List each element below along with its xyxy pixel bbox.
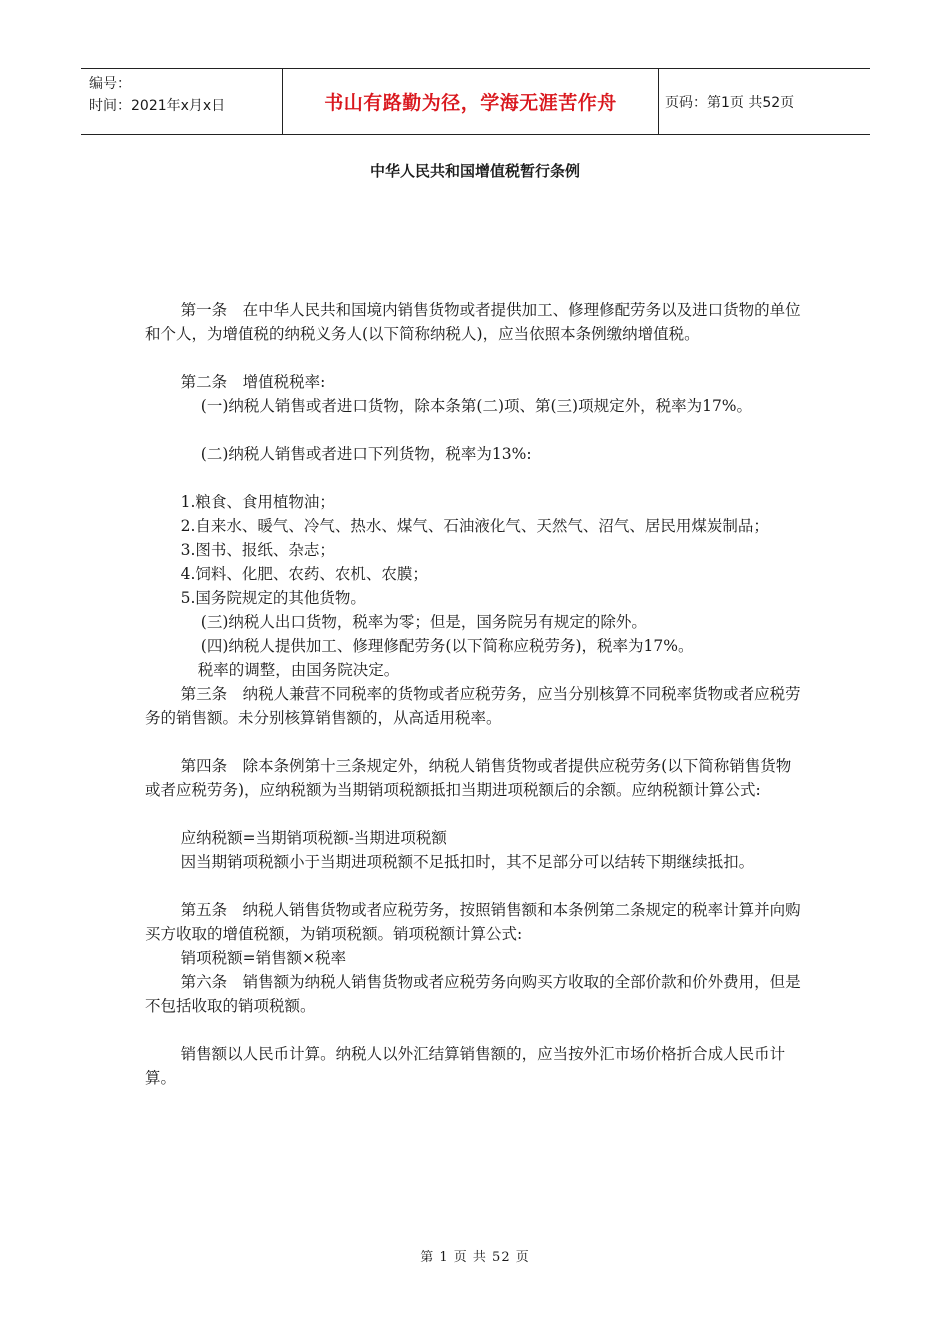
header-meta-cell <box>81 69 283 134</box>
document-title: 中华人民共和国增值税暂行条例 <box>369 162 580 180</box>
article-5: 第五条 纳税人销售货物或者应税劳务，按照销售额和本条例第二条规定的税率计算并向购买方收取的增值税额，为销项税额。销项税额计算公式: <box>145 901 801 943</box>
article-6-currency: 销售额以人民币计算。纳税人以外汇结算销售额的，应当按外汇市场价格折合成人民币计算。 <box>145 1045 786 1087</box>
article-2: 第二条 增值税税率: <box>180 373 326 391</box>
motto-text: 书山有路勤为径，学海无涯苦作舟 <box>324 92 617 114</box>
page-info: 页码：第1页 共52页 <box>665 94 795 111</box>
article-4-carryover: 因当期销项税额小于当期进项税额不足抵扣时，其不足部分可以结转下期继续抵扣。 <box>180 853 755 871</box>
article-1: 第一条 在中华人民共和国境内销售货物或者提供加工、修理修配劳务以及进口货物的单位和个人，为增值税的纳税义务人(以下简称纳税人)，应当依照本条例缴纳增值税。 <box>145 301 801 343</box>
page-footer: 第 1 页 共 52 页 <box>420 1250 530 1265</box>
header-page-cell <box>659 69 870 134</box>
article-6: 第六条 销售额为纳税人销售货物或者应税劳务向购买方收取的全部价款和价外费用，但是不包括收取的销项税额。 <box>145 973 801 1015</box>
article-2-item-3: (三)纳税人出口货物，税率为零；但是，国务院另有规定的除外。 <box>200 613 647 631</box>
list-item: 5.国务院规定的其他货物。 <box>180 589 366 607</box>
article-3: 第三条 纳税人兼营不同税率的货物或者应税劳务，应当分别核算不同税率货物或者应税劳务的销售额。未分别核算销售额的，从高适用税率。 <box>145 685 801 727</box>
formula-output-tax: 销项税额=销售额×税率 <box>180 949 347 967</box>
date-line: 时间：2021年x月x日 <box>89 98 226 114</box>
list-item: 3.图书、报纸、杂志； <box>180 541 335 559</box>
list-item: 4.饲料、化肥、农药、农机、农膜； <box>180 565 428 583</box>
rate-adjustment: 税率的调整，由国务院决定。 <box>197 661 400 679</box>
document-body <box>145 298 805 1090</box>
article-2-item-2: (二)纳税人销售或者进口下列货物，税率为13%: <box>200 445 532 463</box>
article-2-item-1: (一)纳税人销售或者进口货物，除本条第(二)项、第(三)项规定外，税率为17%。 <box>200 397 753 415</box>
list-item: 1.粮食、食用植物油； <box>180 493 335 511</box>
page-header <box>81 68 870 135</box>
header-motto-cell <box>283 69 659 134</box>
list-item: 2.自来水、暖气、冷气、热水、煤气、石油液化气、天然气、沼气、居民用煤炭制品； <box>180 517 769 535</box>
article-4: 第四条 除本条例第十三条规定外，纳税人销售货物或者提供应税劳务(以下简称销售货物或者应税劳务)，应纳税额为当期销项税额抵扣当期进项税额后的余额。应纳税额计算公式: <box>145 757 792 799</box>
number-label: 编号： <box>89 76 131 92</box>
article-2-item-4: (四)纳税人提供加工、修理修配劳务(以下简称应税劳务)，税率为17%。 <box>200 637 694 655</box>
formula-tax-payable: 应纳税额=当期销项税额-当期进项税额 <box>180 829 447 847</box>
